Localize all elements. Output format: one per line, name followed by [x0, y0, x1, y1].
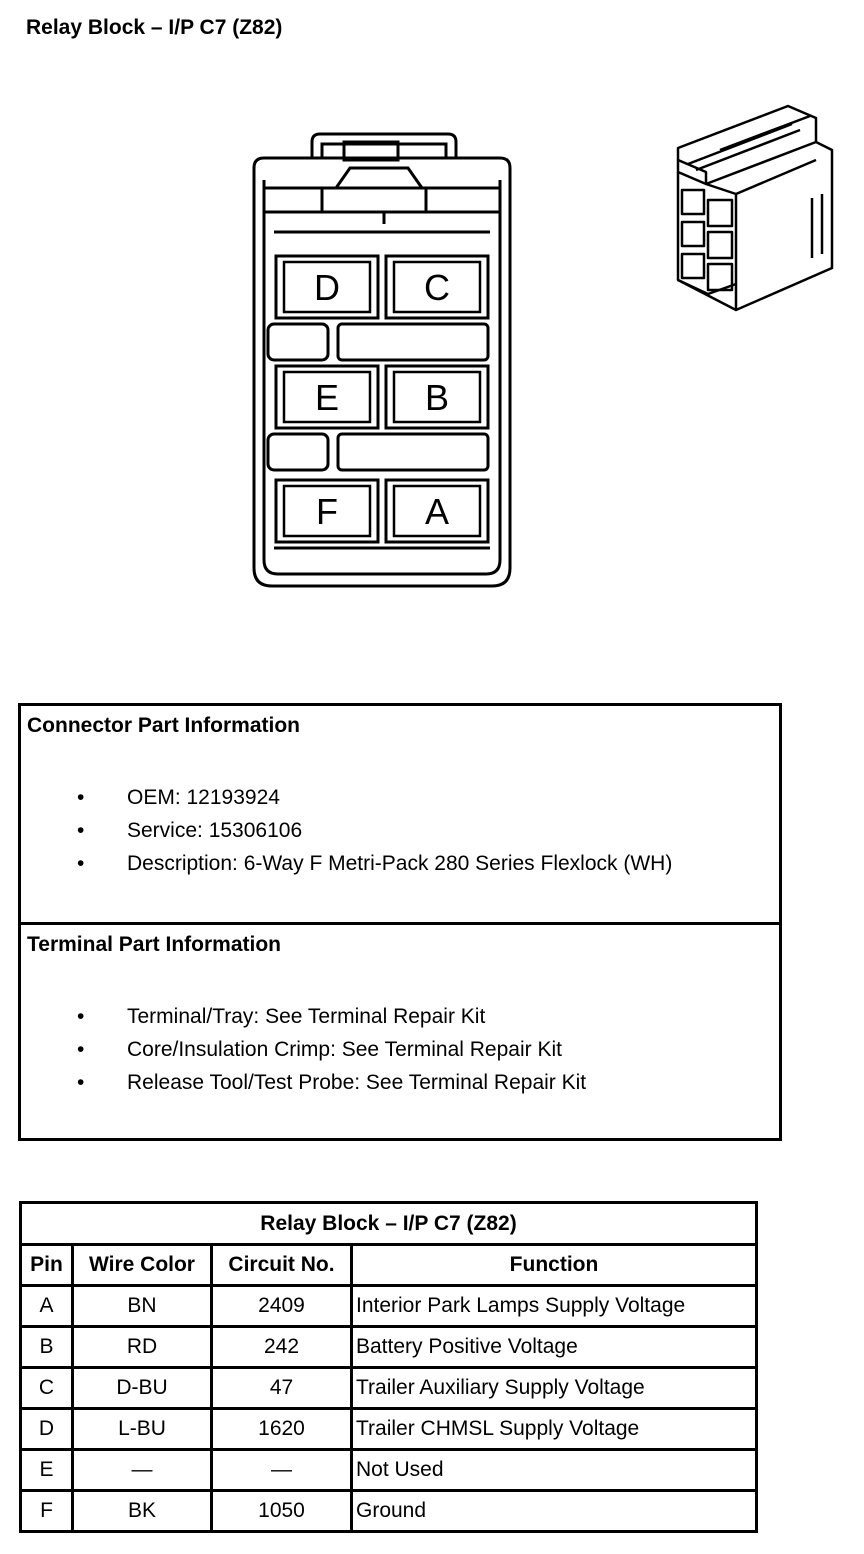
cell-pin: F — [21, 1491, 73, 1532]
pin-label: E — [314, 377, 340, 418]
cell-wire-color: D-BU — [73, 1368, 212, 1409]
pin-cavity-f — [276, 480, 378, 542]
pin-table — [19, 1201, 758, 1533]
cell-circuit-no: 1050 — [212, 1491, 352, 1532]
cell-pin: A — [21, 1286, 73, 1327]
table-header-row — [21, 1245, 757, 1286]
pin-label: F — [316, 491, 338, 532]
cell-wire-color: RD — [73, 1327, 212, 1368]
connector-isometric-diagram — [660, 98, 840, 318]
table-row — [21, 1286, 757, 1327]
cell-function: Ground — [352, 1491, 757, 1532]
cell-function: Not Used — [352, 1450, 757, 1491]
cell-pin: D — [21, 1409, 73, 1450]
header-function: Function — [352, 1245, 757, 1286]
table-row — [21, 1409, 757, 1450]
cell-function: Trailer CHMSL Supply Voltage — [352, 1409, 757, 1450]
cell-function: Interior Park Lamps Supply Voltage — [352, 1286, 757, 1327]
pin-label: B — [424, 377, 450, 418]
cell-circuit-no: 242 — [212, 1327, 352, 1368]
cell-wire-color: BK — [73, 1491, 212, 1532]
table-row — [21, 1450, 757, 1491]
cell-circuit-no: 1620 — [212, 1409, 352, 1450]
pin-cavity-d — [276, 256, 378, 318]
pin-cavity-a — [386, 480, 488, 542]
cell-circuit-no: 2409 — [212, 1286, 352, 1327]
table-caption: Relay Block – I/P C7 (Z82) — [21, 1203, 757, 1245]
header-pin: Pin — [21, 1245, 73, 1286]
pin-label: A — [424, 491, 450, 532]
part-information-box — [18, 703, 782, 1141]
terminal-part-information: Terminal Part Information • Terminal/Tray: See Terminal Repair Kit • Core/Insulation Crimp: See Terminal Repair Kit • Release Tool/Test Probe: See Terminal Repair Kit — [27, 933, 587, 1094]
pin-label: D — [314, 267, 340, 308]
header-circuit-no: Circuit No. — [212, 1245, 352, 1286]
cell-wire-color: L-BU — [73, 1409, 212, 1450]
pin-label: C — [424, 267, 450, 308]
pin-cavity-c — [386, 256, 488, 318]
cell-wire-color: BN — [73, 1286, 212, 1327]
table-row — [21, 1327, 757, 1368]
page-title: Relay Block – I/P C7 (Z82) — [26, 16, 283, 39]
pin-cavity-b — [386, 366, 488, 428]
cell-wire-color: — — [73, 1450, 212, 1491]
terminal-info-heading: Terminal Part Information — [27, 933, 281, 956]
table-row — [21, 1491, 757, 1532]
cell-function: Trailer Auxiliary Supply Voltage — [352, 1368, 757, 1409]
connector-face-diagram — [240, 128, 530, 598]
cell-pin: C — [21, 1368, 73, 1409]
cell-circuit-no: — — [212, 1450, 352, 1491]
pin-cavity-e — [276, 366, 378, 428]
cell-circuit-no: 47 — [212, 1368, 352, 1409]
cell-pin: E — [21, 1450, 73, 1491]
table-row — [21, 1368, 757, 1409]
connector-part-information: Connector Part Information • OEM: 12193924 • Service: 15306106 • Description: 6-Way F Metri-Pack 280 Series Flexlock (WH) — [21, 706, 779, 925]
cell-pin: B — [21, 1327, 73, 1368]
cell-function: Battery Positive Voltage — [352, 1327, 757, 1368]
connector-info-heading: Connector Part Information — [27, 714, 301, 737]
header-wire-color: Wire Color — [73, 1245, 212, 1286]
